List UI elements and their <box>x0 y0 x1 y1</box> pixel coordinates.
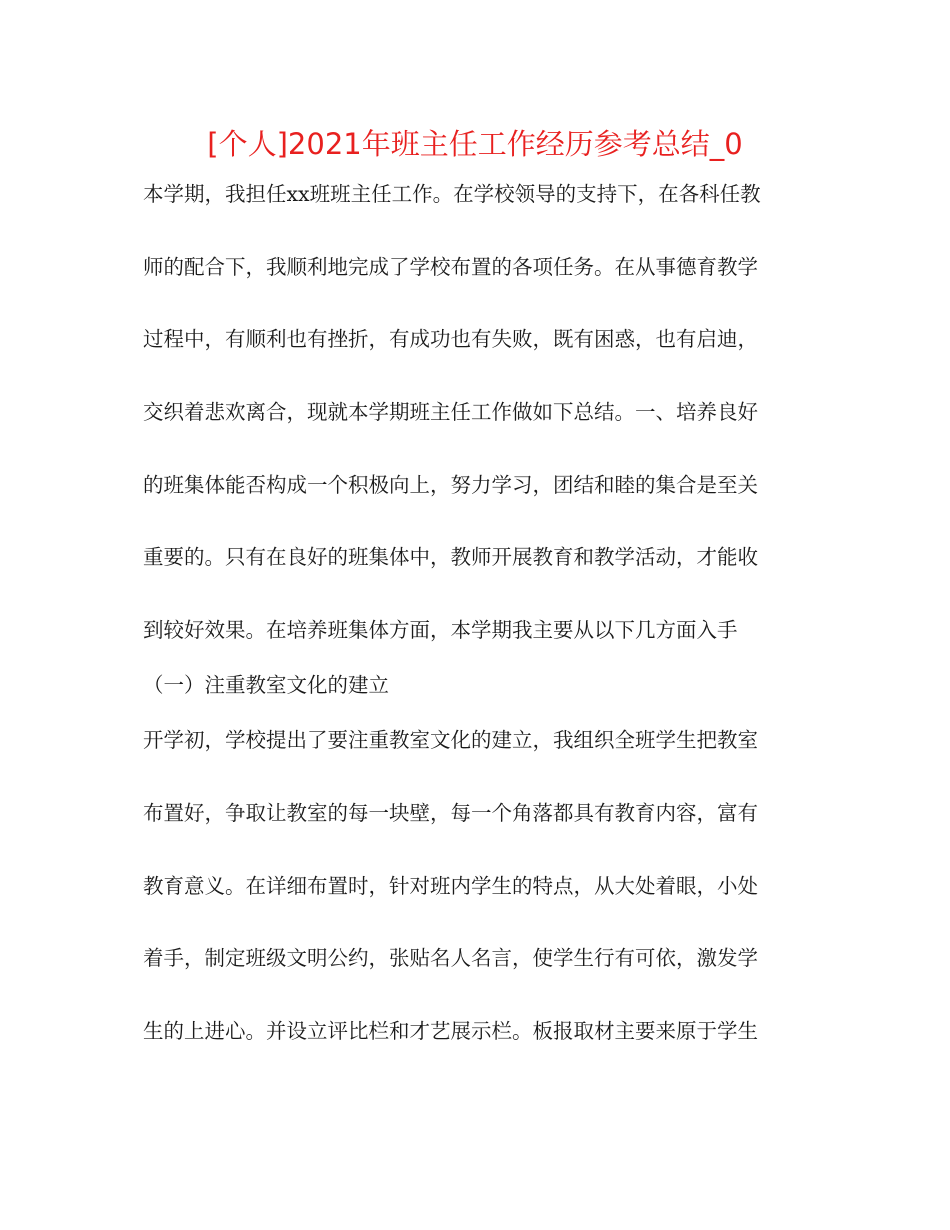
paragraph-line: 重要的。只有在良好的班集体中，教师开展教育和教学活动，才能收 <box>143 545 758 570</box>
paragraph-line: 教育意义。在详细布置时，针对班内学生的特点，从大处着眼，小处 <box>143 873 758 898</box>
paragraph-line: 师的配合下，我顺利地完成了学校布置的各项任务。在从事德育教学 <box>143 254 758 279</box>
paragraph-line: 生的上进心。并设立评比栏和才艺展示栏。板报取材主要来原于学生 <box>143 1018 758 1043</box>
document-title: [个人]2021年班主任工作经历参考总结_0 <box>207 127 743 161</box>
section-heading: （一）注重教室文化的建立 <box>143 673 389 698</box>
paragraph-line: 本学期，我担任xx班班主任工作。在学校领导的支持下，在各科任教 <box>143 182 761 206</box>
document-body <box>143 172 813 1082</box>
paragraph-line: 的班集体能否构成一个积极向上，努力学习，团结和睦的集合是至关 <box>143 472 758 497</box>
paragraph-line: 到较好效果。在培养班集体方面，本学期我主要从以下几方面入手 <box>143 618 738 643</box>
paragraph-line: 着手，制定班级文明公约，张贴名人名言，使学生行有可依，激发学 <box>143 946 758 971</box>
paragraph-line: 开学初，学校提出了要注重教室文化的建立，我组织全班学生把教室 <box>143 728 758 753</box>
paragraph-line: 交织着悲欢离合，现就本学期班主任工作做如下总结。一、培养良好 <box>143 400 758 425</box>
paragraph-line: 过程中，有顺利也有挫折，有成功也有失败，既有困惑，也有启迪， <box>143 327 758 352</box>
paragraph-line: 布置好，争取让教室的每一块壁，每一个角落都具有教育内容，富有 <box>143 800 758 825</box>
